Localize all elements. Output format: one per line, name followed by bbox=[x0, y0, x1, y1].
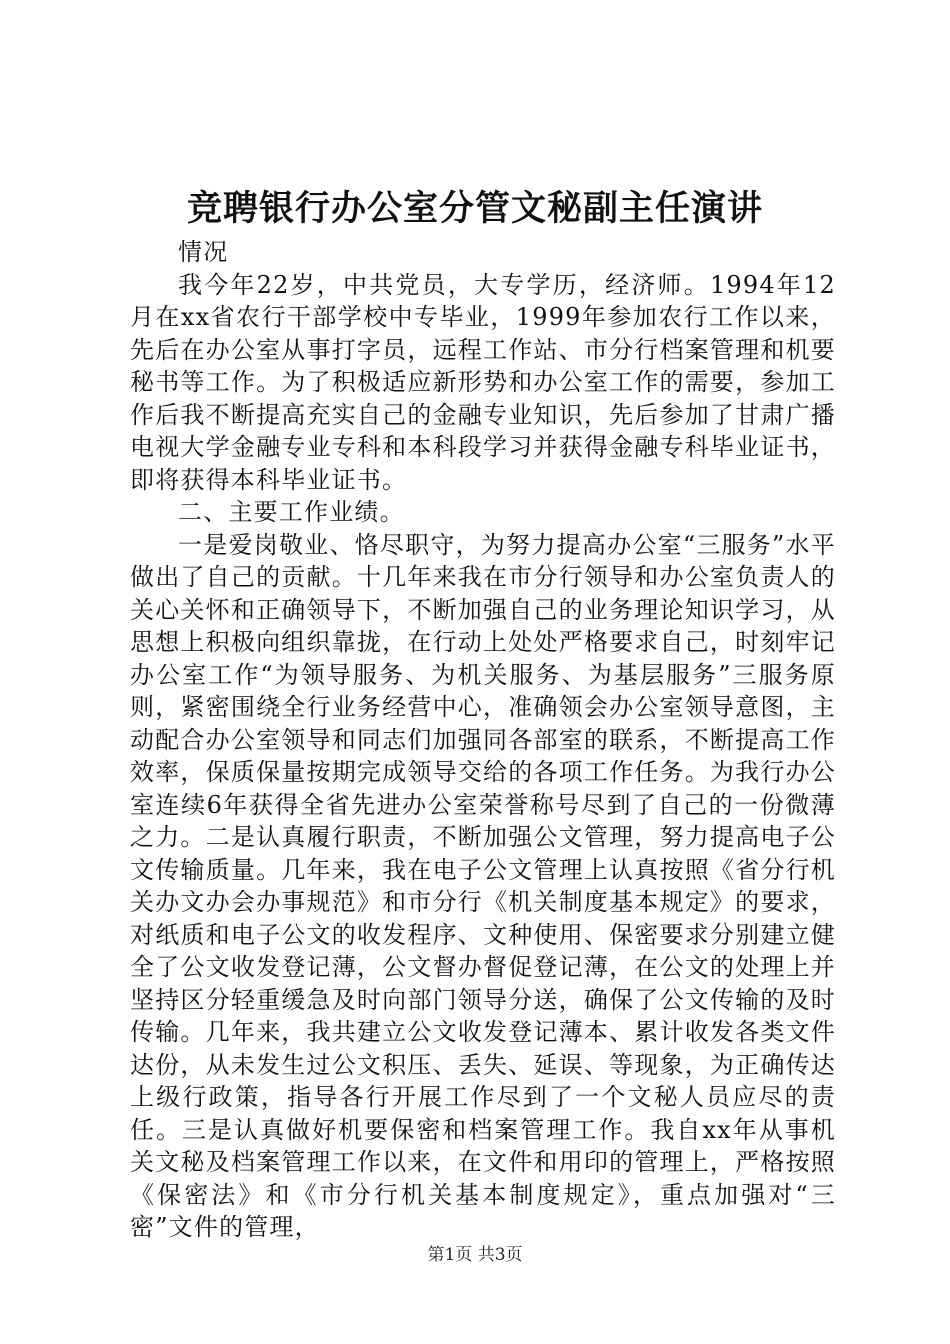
document-body bbox=[130, 236, 836, 1244]
paragraph-achievements-heading: 二、主要工作业绩。 bbox=[178, 498, 405, 526]
page-footer: 第1页 共3页 bbox=[427, 1245, 523, 1265]
document-title: 竞聘银行办公室分管文秘副主任演讲 bbox=[186, 188, 763, 229]
paragraph-achievements-detail: 一是爱岗敬业、恪尽职守，为努力提高办公室“三服务”水平做出了自己的贡献。十几年来我在市分行领导和办公室负责人的关心关怀和正确领导下，不断加强自己的业务理论知识学习，从思想上积极向组织靠拢，在行动上处处严格要求自己，时刻牢记办公室工作“为领导服务、为机关服务、为基层服务”三服务原则，紧密围绕全行业务经营中心，准确领会办公室领导意图，主动配合办公室领导和同志们加强同各部室的联系，不断提高工作效率，保质保量按期完成领导交给的各项工作任务。为我行办公室连续6年获得全省先进办公室荣誉称号尽到了自己的一份微薄之力。二是认真履行职责，不断加强公文管理，努力提高电子公文传输质量。几年来，我在电子公文管理上认真按照《省分行机关办文办会办事规范》和市分行《机关制度基本规定》的要求，对纸质和电子公文的收发程序、文种使用、保密要求分别建立健全了公文收发登记薄，公文督办督促登记薄，在公文的处理上并坚持区分轻重缓急及时向部门领导分送，确保了公文传输的及时传输。几年来，我共建立公文收发登记薄本、累计收发各类文件达份，从未发生过公文积压、丢失、延误、等现象，为正确传达上级行政策，指导各行开展工作尽到了一个文秘人员应尽的责任。三是认真做好机要保密和档案管理工作。我自xx年从事机关文秘及档案管理工作以来，在文件和用印的管理上，严格按照《保密法》和《市分行机关基本制度规定》，重点加强对“三密”文件的管理， bbox=[130, 530, 836, 1241]
paragraph-personal-info: 我今年22岁，中共党员，大专学历，经济师。1994年12月在xx省农行干部学校中专毕业，1999年参加农行工作以来，先后在办公室从事打字员，远程工作站、市分行档案管理和机要秘书等工作。为了积极适应新形势和办公室工作的需要，参加工作后我不断提高充实自己的金融专业知识，先后参加了甘肃广播电视大学金融专业专科和本科段学习并获得金融专科毕业证书，即将获得本科毕业证书。 bbox=[130, 270, 836, 494]
paragraph-section-heading: 情况 bbox=[178, 238, 229, 266]
